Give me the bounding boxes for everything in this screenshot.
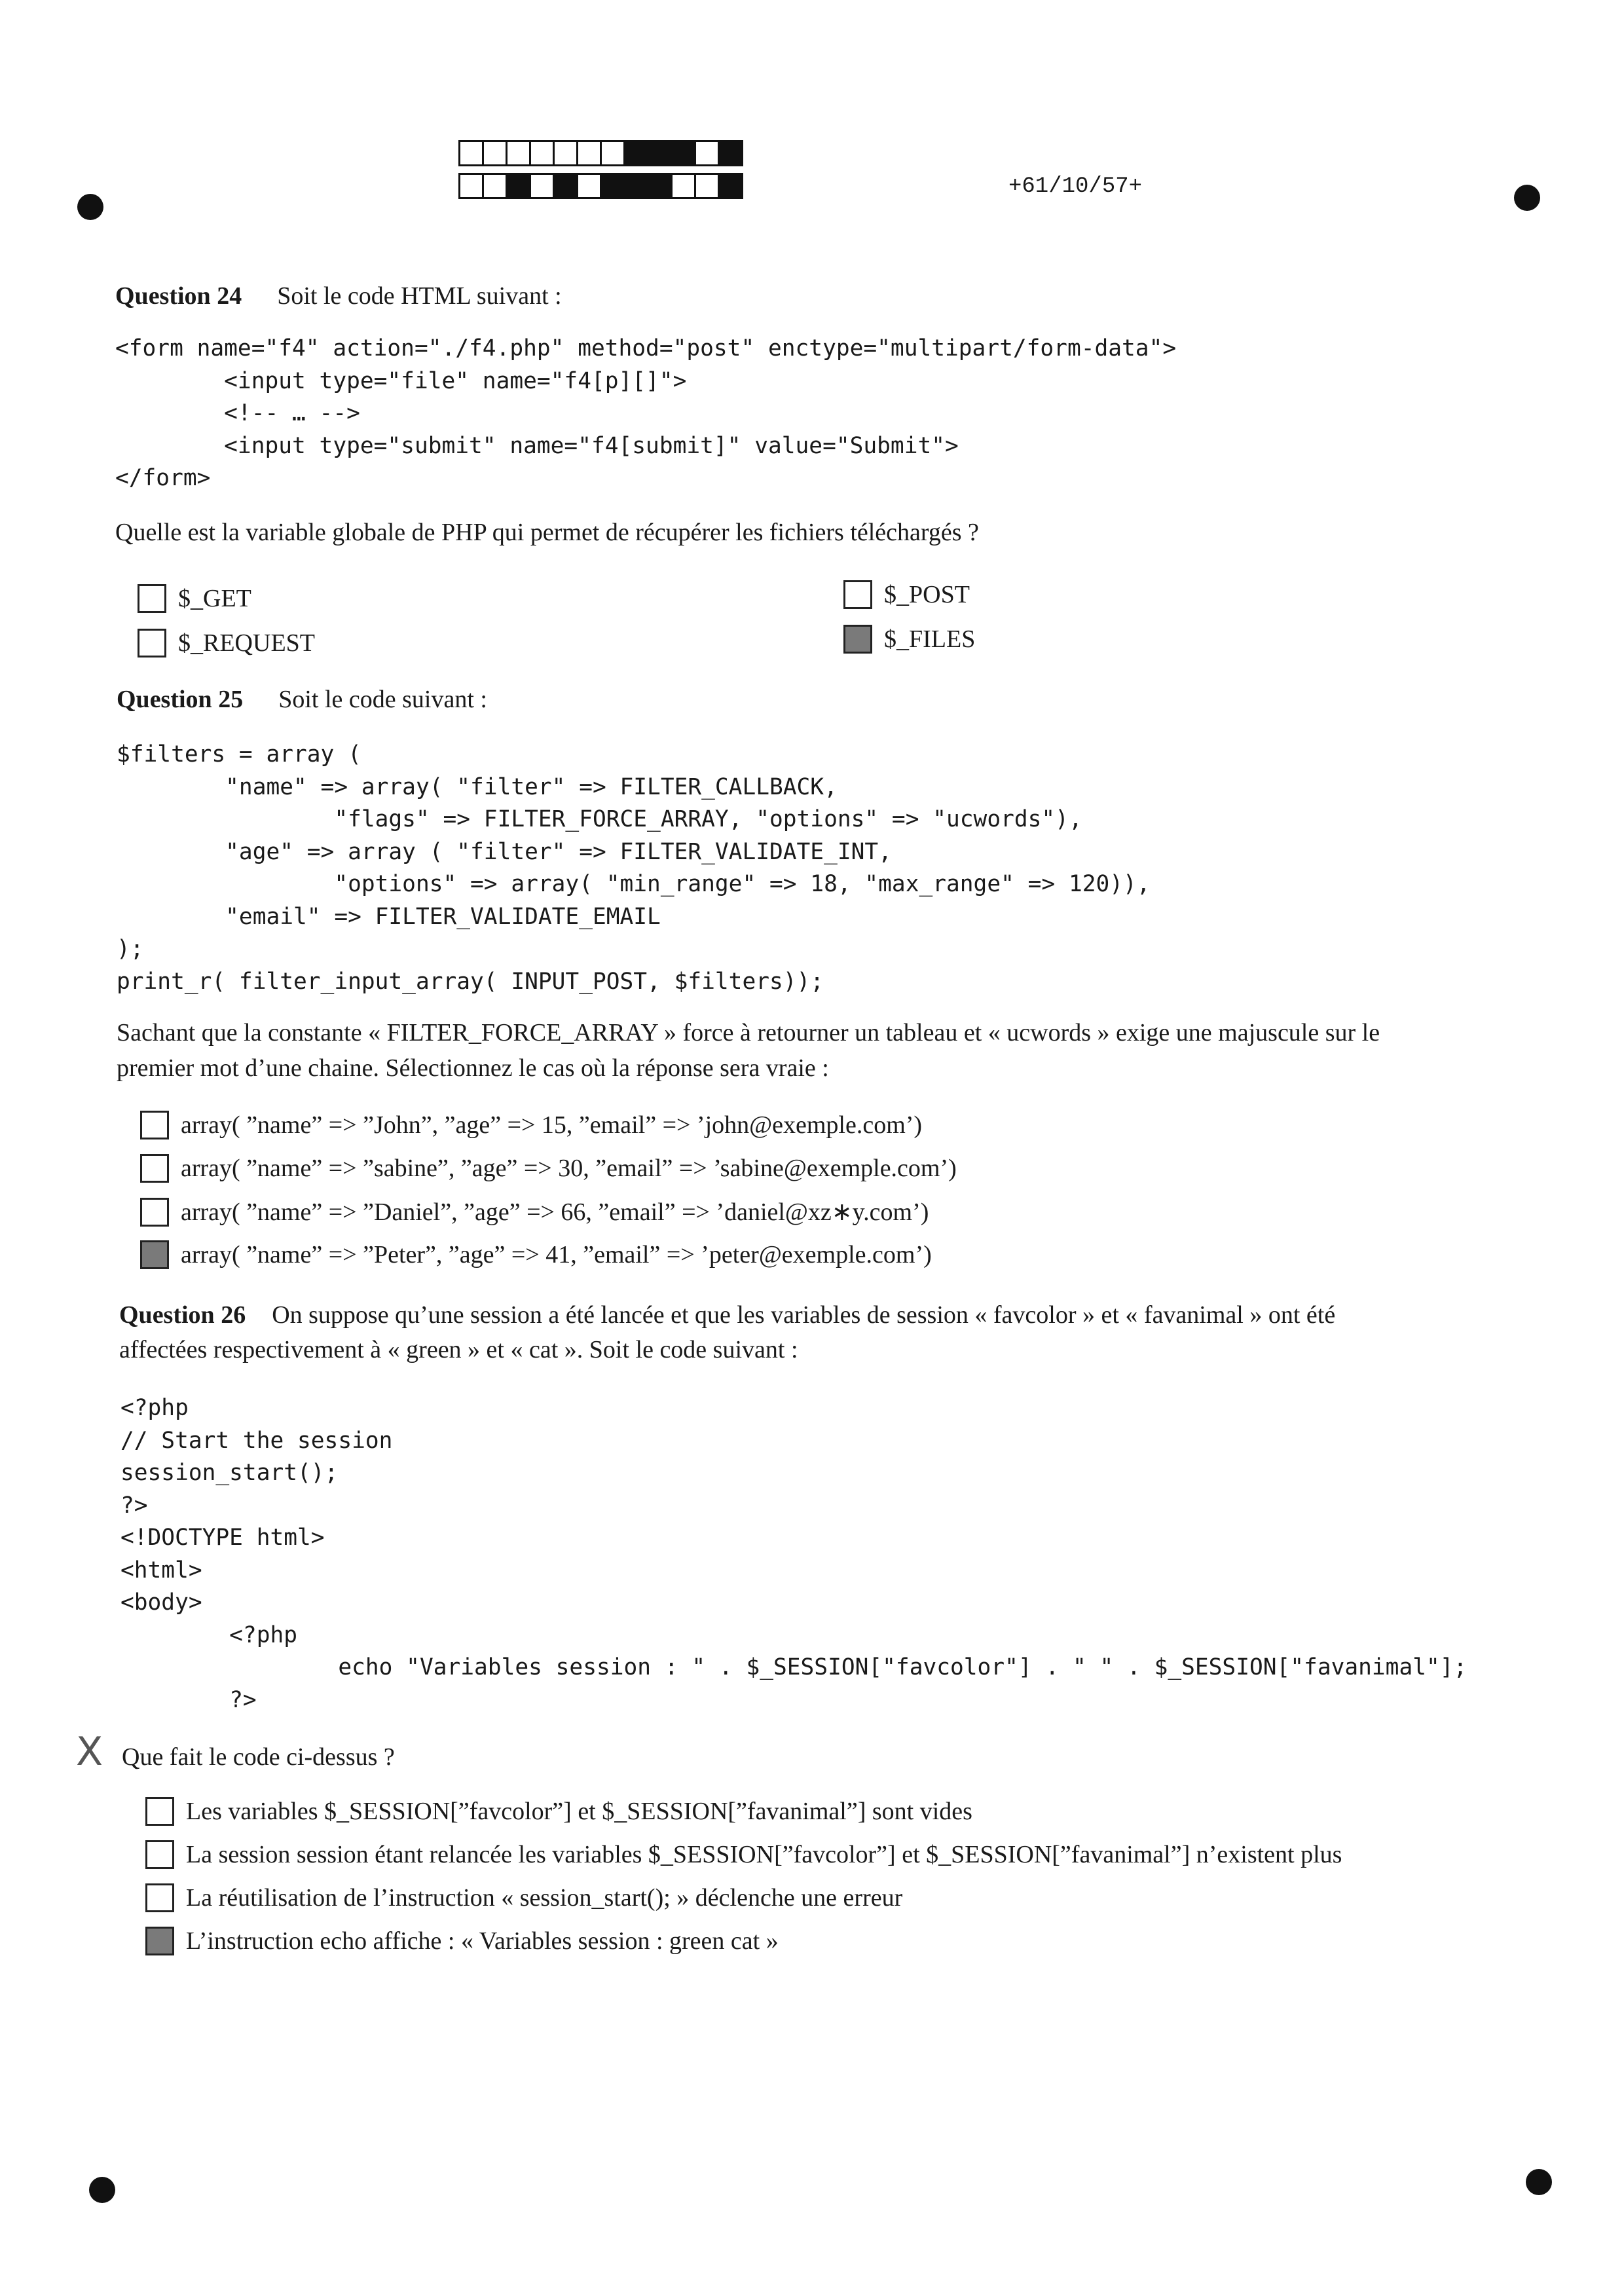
corner-mark-bottom-right <box>1526 2169 1552 2195</box>
barcode-cell <box>694 140 720 166</box>
q24-question: Quelle est la variable globale de PHP qui permet de récupérer les fichiers téléchargés ? <box>115 519 979 546</box>
checkbox[interactable] <box>843 580 872 609</box>
barcode-cell <box>623 173 649 199</box>
option-label: La session session étant relancée les variables $_SESSION[”favcolor”] et $_SESSION[”favanimal”] n’existent plus <box>186 1841 1342 1868</box>
option-label: $_REQUEST <box>178 629 315 657</box>
q25-code: $filters = array ( "name" => array( "filter" => FILTER_CALLBACK, "flags" => FILTER_FORCE_ARRAY, "options" => "ucwords"), "age" => array ( "filter" => FILTER_VALIDATE_INT, "options" => array( "min_range" => 18, "max_range" => 120)), "email" => FILTER_VALIDATE_EMAIL ); print_r( filter_input_array( INPUT_POST, $filters)); <box>117 741 1151 995</box>
barcode-cell <box>718 173 743 199</box>
q24-code: <form name="f4" action="./f4.php" method="post" enctype="multipart/form-data"> <input type="file" name="f4[p][]"> <!-- … --> <input type="submit" name="f4[submit]" value="Submit"> </form> <box>115 335 1177 491</box>
q26-option-3[interactable] <box>145 1883 902 1912</box>
barcode-cell <box>482 173 507 199</box>
option-label: $_FILES <box>884 625 976 653</box>
option-label: array( ”name” => ”John”, ”age” => 15, ”email” => ’john@exemple.com’) <box>181 1111 923 1139</box>
checkbox[interactable] <box>140 1111 169 1139</box>
barcode-cell <box>623 140 649 166</box>
q25-question-line-2: premier mot d’une chaine. Sélectionnez le cas où la réponse sera vraie : <box>117 1054 829 1082</box>
checkbox-checked[interactable] <box>843 625 872 654</box>
q26-label: Question 26 <box>119 1301 246 1329</box>
barcode-cell <box>482 140 507 166</box>
option-label: L’instruction echo affiche : « Variables session : green cat » <box>186 1927 779 1955</box>
q24-label: Question 24 <box>115 282 242 310</box>
corner-mark-top-left <box>77 194 103 220</box>
barcode-cell <box>506 140 531 166</box>
barcode-cell <box>647 173 673 199</box>
q24-option-get[interactable] <box>138 584 251 613</box>
checkbox[interactable] <box>140 1198 169 1227</box>
barcode-row-1 <box>458 140 743 166</box>
barcode-cell <box>694 173 720 199</box>
barcode-cell <box>576 173 602 199</box>
q24-option-files[interactable] <box>843 625 975 654</box>
barcode-cell <box>671 140 696 166</box>
barcode-cell <box>529 140 555 166</box>
checkbox[interactable] <box>145 1797 174 1826</box>
option-label: array( ”name” => ”Peter”, ”age” => 41, ”email” => ’peter@exemple.com’) <box>181 1241 932 1268</box>
corner-mark-top-right <box>1514 185 1540 211</box>
barcode-cell <box>553 173 578 199</box>
barcode-cell <box>529 173 555 199</box>
q25-option-3[interactable] <box>140 1197 929 1227</box>
checkbox[interactable] <box>138 584 166 613</box>
barcode-cell <box>458 173 484 199</box>
barcode-cell <box>600 173 625 199</box>
barcode-row-2 <box>458 173 743 199</box>
q25-label: Question 25 <box>117 686 244 713</box>
q26-option-4[interactable] <box>145 1927 779 1955</box>
q26-option-2[interactable] <box>145 1840 1342 1869</box>
checkbox-checked[interactable] <box>145 1927 174 1955</box>
barcode-cell <box>458 140 484 166</box>
q25-option-2[interactable] <box>140 1154 957 1183</box>
checkbox[interactable] <box>145 1883 174 1912</box>
option-label: La réutilisation de l’instruction « session_start(); » déclenche une erreur <box>186 1884 903 1912</box>
q25-header <box>117 685 487 714</box>
checkbox[interactable] <box>138 629 166 657</box>
q24-header <box>115 282 562 310</box>
q25-question-line-1: Sachant que la constante « FILTER_FORCE_ARRAY » force à retourner un tableau et « ucwords » exige une majuscule sur le <box>117 1019 1380 1046</box>
q25-option-4[interactable] <box>140 1240 932 1269</box>
barcode-cell <box>553 140 578 166</box>
barcode-cell <box>718 140 743 166</box>
option-label: $_POST <box>884 581 970 608</box>
page-code: +61/10/57+ <box>1008 174 1143 199</box>
checkbox[interactable] <box>145 1840 174 1869</box>
q24-option-request[interactable] <box>138 629 315 657</box>
q26-header-line-1 <box>119 1301 1335 1329</box>
q26-option-1[interactable] <box>145 1797 972 1826</box>
q26-code: <?php // Start the session session_start(); ?> <!DOCTYPE html> <html> <body> <?php echo "Variables session : " . $_SESSION["favcolor"] . " " . $_SESSION["favanimal"]; ?> <box>120 1395 1467 1713</box>
q25-intro: Soit le code suivant : <box>278 686 487 713</box>
barcode-cell <box>600 140 625 166</box>
corner-mark-bottom-left <box>89 2177 115 2203</box>
checkbox[interactable] <box>140 1154 169 1183</box>
q26-intro-line-2: affectées respectivement à « green » et « cat ». Soit le code suivant : <box>119 1336 798 1363</box>
option-label: array( ”name” => ”sabine”, ”age” => 30, ”email” => ’sabine@exemple.com’) <box>181 1155 957 1182</box>
checkbox-checked[interactable] <box>140 1240 169 1269</box>
q24-intro: Soit le code HTML suivant : <box>277 282 562 310</box>
q26-intro-line-1: On suppose qu’une session a été lancée et que les variables de session « favcolor » et « favanimal » ont été <box>272 1301 1336 1329</box>
option-label: $_GET <box>178 585 251 612</box>
q25-option-1[interactable] <box>140 1111 922 1139</box>
option-label: array( ”name” => ”Daniel”, ”age” => 66, ”email” => ’daniel@xz∗y.com’) <box>181 1198 929 1226</box>
barcode-cell <box>647 140 673 166</box>
barcode-cell <box>506 173 531 199</box>
q26-question: Que fait le code ci-dessus ? <box>122 1743 395 1771</box>
barcode-cell <box>671 173 696 199</box>
handwritten-x-mark: X <box>76 1729 103 1775</box>
barcode-cell <box>576 140 602 166</box>
option-label: Les variables $_SESSION[”favcolor”] et $_SESSION[”favanimal”] sont vides <box>186 1798 972 1825</box>
q24-option-post[interactable] <box>843 580 970 609</box>
